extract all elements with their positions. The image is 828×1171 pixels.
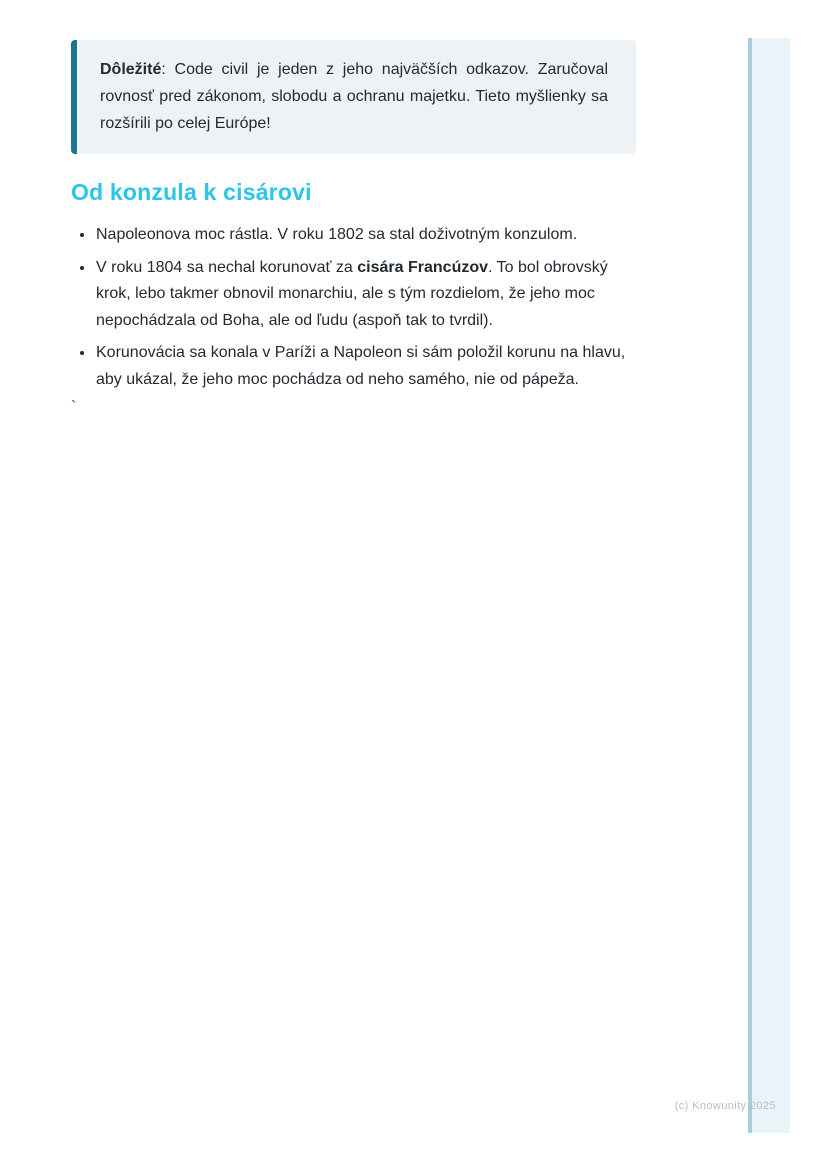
callout-label: Dôležité — [100, 61, 162, 78]
bullet-text: . To bol obrovský krok, lebo takmer obnovil monarchiu, ale s tým rozdielom, že jeho moc nepochádzala od Boha, ale od ľudu (aspoň tak to tvrdil). — [96, 258, 608, 329]
callout-important — [71, 40, 636, 154]
stray-backtick: ` — [71, 399, 77, 416]
callout-text — [100, 56, 608, 137]
section-heading: Od konzula k cisárovi — [71, 179, 312, 205]
bullet-text-bold: cisára Francúzov — [357, 258, 489, 276]
footer-copyright: (c) Knowunity 2025 — [674, 1100, 776, 1112]
bullet-text: Napoleonova moc rástla. V roku 1802 sa stal doživotným konzulom. — [96, 226, 578, 243]
callout-separator: : — [161, 61, 175, 78]
bullet-text: Korunovácia sa konala v Paríži a Napoleon si sám položil korunu na hlavu, aby ukázal, že jeho moc pochádza od neho samého, nie od pápeža. — [96, 344, 626, 388]
bullet-item — [95, 222, 633, 249]
bullet-list — [71, 222, 633, 399]
bullet-item — [95, 340, 633, 393]
bullet-item — [95, 255, 633, 335]
page-edge-bar — [748, 38, 790, 1133]
callout-body: Code civil je jeden z jeho najväčších odkazov. Zaručoval rovnosť pred zákonom, slobodu a ochranu majetku. Tieto myšlienky sa rozšírili po celej Európe! — [100, 61, 609, 132]
bullet-text: V roku 1804 sa nechal korunovať za — [96, 258, 358, 276]
